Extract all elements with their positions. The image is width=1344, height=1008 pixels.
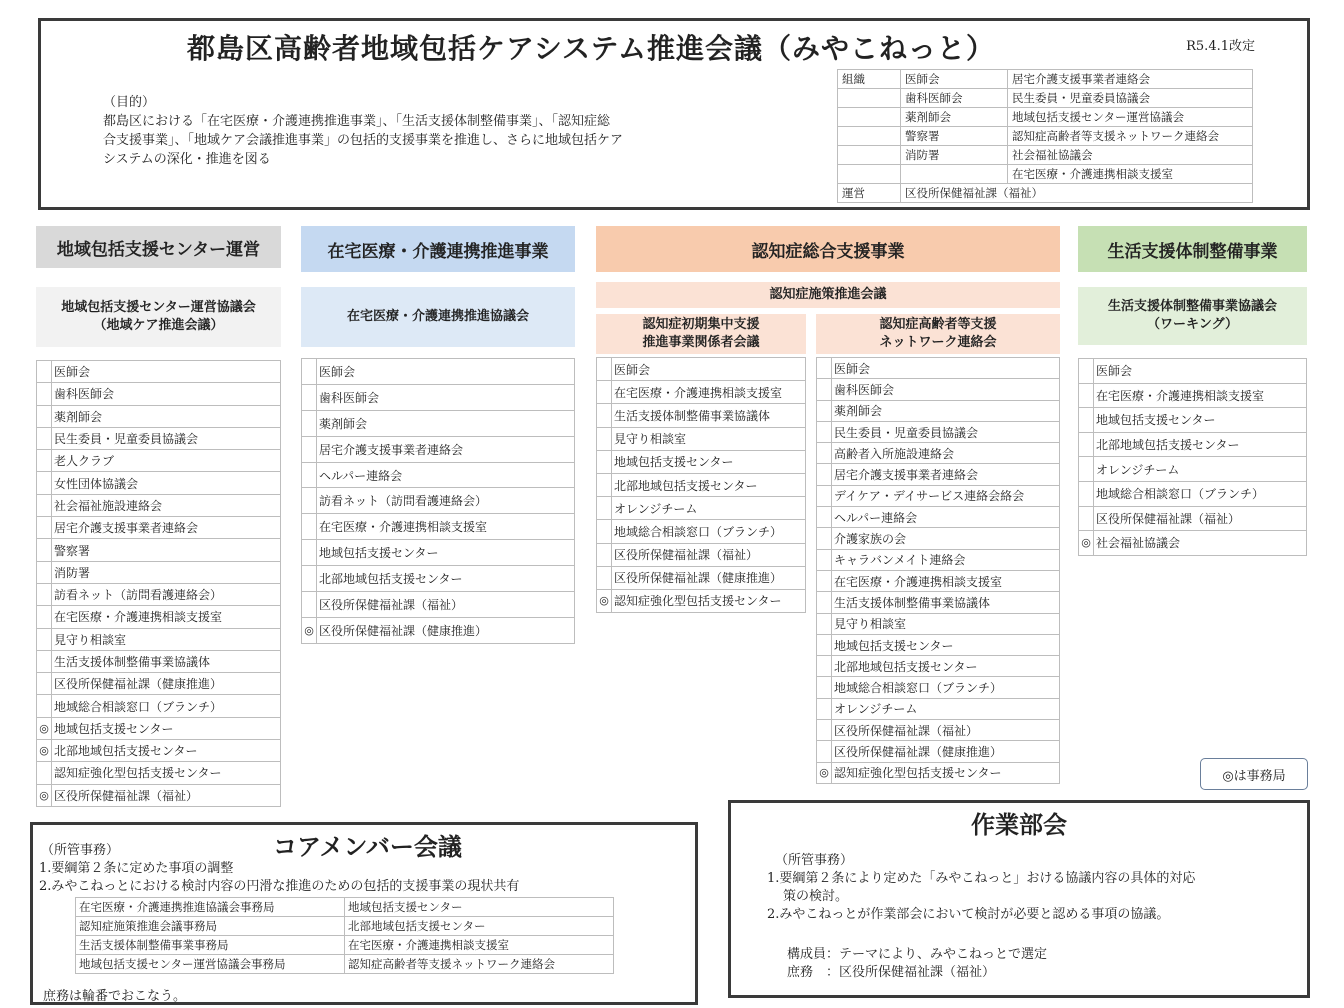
page-title: 都島区高齢者地域包括ケアシステム推進会議（みやこねっと） xyxy=(186,32,996,65)
table-row xyxy=(76,917,614,936)
member-row xyxy=(597,358,806,381)
work-duty-continued: 策の検討。 xyxy=(783,889,849,904)
member-row xyxy=(37,517,281,539)
core-cell: 北部地域包括支援センター xyxy=(345,917,614,936)
member-row xyxy=(1079,481,1307,506)
member-name: 見守り相談室 xyxy=(612,427,806,450)
member-name: 医師会 xyxy=(1094,359,1307,384)
member-row xyxy=(817,358,1060,379)
org-row xyxy=(838,146,1253,165)
organization-table xyxy=(837,69,1253,203)
member-row xyxy=(817,570,1060,591)
member-name: 北部地域包括支援センター xyxy=(832,656,1060,677)
member-name: 在宅医療・介護連携相談支援室 xyxy=(52,606,281,628)
secretariat-mark xyxy=(597,404,612,427)
table-row xyxy=(76,898,614,917)
core-member-table xyxy=(75,897,614,974)
org-cell xyxy=(901,165,1008,184)
member-name: オレンジチーム xyxy=(612,497,806,520)
secretariat-mark xyxy=(302,436,317,462)
secretariat-mark xyxy=(597,450,612,473)
member-row xyxy=(37,583,281,605)
member-row xyxy=(302,384,575,410)
member-name: 高齢者入所施設連絡会 xyxy=(832,443,1060,464)
member-name: オレンジチーム xyxy=(1094,457,1307,482)
member-row xyxy=(817,379,1060,400)
secretariat-mark: ◎ xyxy=(37,740,52,762)
secretariat-mark xyxy=(597,473,612,496)
member-name: 社会福祉施設連絡会 xyxy=(52,494,281,516)
member-row xyxy=(37,472,281,494)
revision-label: R5.4.1改定 xyxy=(1186,39,1255,54)
member-row xyxy=(37,650,281,672)
secretariat-mark: ◎ xyxy=(817,762,832,783)
member-row xyxy=(37,784,281,806)
secretariat-mark xyxy=(302,514,317,540)
member-name: 消防署 xyxy=(52,561,281,583)
secretariat-mark xyxy=(302,410,317,436)
org-row xyxy=(838,127,1253,146)
secretariat-mark xyxy=(1079,506,1094,531)
member-name: 地域総合相談窓口（ブランチ） xyxy=(1094,481,1307,506)
member-row xyxy=(1079,506,1307,531)
member-row xyxy=(37,606,281,628)
secretariat-mark xyxy=(302,359,317,385)
secretariat-mark xyxy=(37,405,52,427)
member-row xyxy=(597,450,806,473)
member-name: 区役所保健福祉課（健康推進） xyxy=(317,617,575,643)
col3b-subcouncil: 認知症高齢者等支援 ネットワーク連絡会 xyxy=(816,314,1060,354)
member-name: 北部地域包括支援センター xyxy=(612,473,806,496)
member-row xyxy=(597,473,806,496)
purpose-line: 都島区における「在宅医療・介護連携推進事業」、「生活支援体制整備事業」、「認知症総 xyxy=(103,114,611,129)
member-name: 認知症強化型包括支援センター xyxy=(832,762,1060,783)
org-row xyxy=(838,89,1253,108)
member-row xyxy=(817,485,1060,506)
org-row xyxy=(838,184,1253,203)
member-row xyxy=(37,740,281,762)
member-name: 生活支援体制整備事業協議体 xyxy=(612,404,806,427)
secretariat-mark xyxy=(37,539,52,561)
member-name: 区役所保健福祉課（健康推進） xyxy=(832,741,1060,762)
col1-member-table xyxy=(36,360,281,807)
member-row xyxy=(817,443,1060,464)
member-name: ヘルパー連絡会 xyxy=(832,507,1060,528)
member-name: 北部地域包括支援センター xyxy=(52,740,281,762)
member-row xyxy=(817,549,1060,570)
member-name: 北部地域包括支援センター xyxy=(317,566,575,592)
member-row xyxy=(597,543,806,566)
secretariat-mark xyxy=(302,462,317,488)
col1-heading: 地域包括支援センター運営 xyxy=(36,226,281,268)
member-row xyxy=(597,520,806,543)
col2-member-table xyxy=(301,358,575,644)
secretariat-mark xyxy=(37,517,52,539)
org-cell: 認知症高齢者等支援ネットワーク連絡会 xyxy=(1008,127,1253,146)
member-row xyxy=(1079,531,1307,556)
org-cell: 歯科医師会 xyxy=(901,89,1008,108)
member-name: 区役所保健福祉課（福祉） xyxy=(317,592,575,618)
secretariat-mark xyxy=(817,741,832,762)
member-row xyxy=(597,404,806,427)
core-cell: 地域包括支援センター xyxy=(345,898,614,917)
secretariat-mark xyxy=(597,543,612,566)
secretariat-mark xyxy=(37,628,52,650)
member-row xyxy=(37,361,281,383)
secretariat-mark xyxy=(37,561,52,583)
table-row xyxy=(76,955,614,974)
member-name: 区役所保健福祉課（健康推進） xyxy=(612,566,806,589)
work-secretariat: 庶務 ：区役所保健福祉課（福祉） xyxy=(787,965,996,980)
work-title: 作業部会 xyxy=(971,811,1067,839)
secretariat-mark xyxy=(817,592,832,613)
member-row xyxy=(37,427,281,449)
core-cell: 地域包括支援センター運営協議会事務局 xyxy=(76,955,345,974)
secretariat-mark xyxy=(597,381,612,404)
secretariat-mark xyxy=(302,592,317,618)
secretariat-mark xyxy=(37,695,52,717)
purpose-label: （目的） xyxy=(103,95,156,110)
member-row xyxy=(597,589,806,612)
secretariat-mark xyxy=(1079,359,1094,384)
member-row xyxy=(37,405,281,427)
secretariat-mark xyxy=(37,762,52,784)
org-cell xyxy=(838,108,901,127)
secretariat-mark xyxy=(37,383,52,405)
secretariat-mark xyxy=(817,677,832,698)
core-cell: 認知症高齢者等支援ネットワーク連絡会 xyxy=(345,955,614,974)
member-name: 歯科医師会 xyxy=(832,379,1060,400)
col2-heading: 在宅医療・介護連携推進事業 xyxy=(301,226,575,272)
member-row xyxy=(37,383,281,405)
secretariat-mark xyxy=(1079,481,1094,506)
secretariat-mark xyxy=(37,673,52,695)
org-cell: 民生委員・児童委員協議会 xyxy=(1008,89,1253,108)
secretariat-mark: ◎ xyxy=(302,617,317,643)
secretariat-mark xyxy=(37,583,52,605)
secretariat-mark xyxy=(302,488,317,514)
org-cell: 区役所保健福祉課（福祉） xyxy=(901,184,1253,203)
secretariat-mark xyxy=(302,566,317,592)
core-cell: 生活支援体制整備事業事務局 xyxy=(76,936,345,955)
member-name: 薬剤師会 xyxy=(52,405,281,427)
member-name: 見守り相談室 xyxy=(52,628,281,650)
member-name: 訪看ネット（訪問看護連絡会） xyxy=(52,583,281,605)
member-row xyxy=(1079,432,1307,457)
member-name: 区役所保健福祉課（健康推進） xyxy=(52,673,281,695)
org-cell xyxy=(838,127,901,146)
member-row xyxy=(597,566,806,589)
purpose-text xyxy=(103,93,743,169)
secretariat-mark xyxy=(37,472,52,494)
secretariat-mark xyxy=(1079,432,1094,457)
org-cell: 社会福祉協議会 xyxy=(1008,146,1253,165)
org-cell: 消防署 xyxy=(901,146,1008,165)
col3b-member-table xyxy=(816,357,1060,784)
core-duty: 2.みやこねっとにおける検討内容の円滑な推進のための包括的支援事業の現状共有 xyxy=(39,879,520,894)
org-cell: 警察署 xyxy=(901,127,1008,146)
member-row xyxy=(37,762,281,784)
member-name: 介護家族の会 xyxy=(832,528,1060,549)
secretariat-mark xyxy=(817,698,832,719)
org-row xyxy=(838,165,1253,184)
secretariat-mark xyxy=(1079,408,1094,433)
secretariat-mark xyxy=(817,507,832,528)
col1-council: 地域包括支援センター運営協議会 （地域ケア推進会議） xyxy=(36,287,281,347)
secretariat-mark xyxy=(817,485,832,506)
member-name: 地域包括支援センター xyxy=(612,450,806,473)
secretariat-mark xyxy=(817,421,832,442)
member-name: 老人クラブ xyxy=(52,450,281,472)
member-row xyxy=(817,507,1060,528)
secretariat-mark xyxy=(817,400,832,421)
secretariat-mark xyxy=(37,494,52,516)
member-row xyxy=(302,359,575,385)
org-cell: 薬剤師会 xyxy=(901,108,1008,127)
member-row xyxy=(817,528,1060,549)
member-row xyxy=(302,410,575,436)
secretariat-mark xyxy=(817,358,832,379)
secretariat-mark xyxy=(817,656,832,677)
working-group-panel xyxy=(728,800,1310,998)
member-name: 居宅介護支援事業者連絡会 xyxy=(317,436,575,462)
secretariat-mark xyxy=(37,361,52,383)
work-members: 構成員：テーマにより、みやこねっとで選定 xyxy=(787,947,1048,962)
member-row xyxy=(302,592,575,618)
secretariat-mark xyxy=(302,540,317,566)
secretariat-mark: ◎ xyxy=(37,784,52,806)
secretariat-mark xyxy=(817,570,832,591)
member-name: 区役所保健福祉課（福祉） xyxy=(612,543,806,566)
member-name: 地域総合相談窓口（ブランチ） xyxy=(832,677,1060,698)
member-name: 在宅医療・介護連携相談支援室 xyxy=(1094,383,1307,408)
core-cell: 在宅医療・介護連携相談支援室 xyxy=(345,936,614,955)
member-name: 医師会 xyxy=(52,361,281,383)
member-name: デイケア・デイサービス連絡会絡会 xyxy=(832,485,1060,506)
member-row xyxy=(817,592,1060,613)
member-row xyxy=(1079,408,1307,433)
member-row xyxy=(302,488,575,514)
member-row xyxy=(37,450,281,472)
org-cell: 運営 xyxy=(838,184,901,203)
col2-council: 在宅医療・介護連携推進協議会 xyxy=(301,287,575,347)
secretariat-mark xyxy=(817,528,832,549)
member-row xyxy=(37,628,281,650)
member-row xyxy=(597,497,806,520)
member-row xyxy=(1079,359,1307,384)
core-note: 庶務は輪番でおこなう。 xyxy=(43,989,187,1004)
col4-heading: 生活支援体制整備事業 xyxy=(1078,226,1307,272)
core-cell: 認知症施策推進会議事務局 xyxy=(76,917,345,936)
member-row xyxy=(37,673,281,695)
org-cell: 在宅医療・介護連携相談支援室 xyxy=(1008,165,1253,184)
secretariat-mark xyxy=(1079,457,1094,482)
secretariat-mark xyxy=(597,520,612,543)
member-name: 在宅医療・介護連携相談支援室 xyxy=(612,381,806,404)
member-name: キャラバンメイト連絡会 xyxy=(832,549,1060,570)
member-row xyxy=(37,539,281,561)
core-title: コアメンバー会議 xyxy=(273,833,462,861)
secretariat-mark xyxy=(817,379,832,400)
member-name: 歯科医師会 xyxy=(52,383,281,405)
secretariat-mark: ◎ xyxy=(597,589,612,612)
member-row xyxy=(302,436,575,462)
member-name: 在宅医療・介護連携相談支援室 xyxy=(832,570,1060,591)
org-cell: 居宅介護支援事業者連絡会 xyxy=(1008,70,1253,89)
member-row xyxy=(302,514,575,540)
member-name: 居宅介護支援事業者連絡会 xyxy=(52,517,281,539)
member-name: オレンジチーム xyxy=(832,698,1060,719)
secretariat-mark xyxy=(817,464,832,485)
member-row xyxy=(37,561,281,583)
table-row xyxy=(76,936,614,955)
work-duty: 2.みやこねっとが作業部会において検討が必要と認める事項の協議。 xyxy=(767,907,1170,922)
org-cell xyxy=(838,89,901,108)
work-duties-label: （所管事務） xyxy=(775,853,854,868)
org-cell: 医師会 xyxy=(901,70,1008,89)
member-row xyxy=(597,381,806,404)
purpose-line: 合支援事業」、「地域ケア会議推進事業」の包括的支援事業を推進し、さらに地域包括ケア xyxy=(103,133,624,148)
org-cell: 地域包括支援センター運営協議会 xyxy=(1008,108,1253,127)
member-row xyxy=(37,717,281,739)
secretariat-mark xyxy=(37,650,52,672)
member-row xyxy=(1079,457,1307,482)
member-row xyxy=(817,400,1060,421)
header-panel xyxy=(38,18,1310,210)
core-cell: 在宅医療・介護連携推進協議会事務局 xyxy=(76,898,345,917)
member-name: 薬剤師会 xyxy=(832,400,1060,421)
org-row xyxy=(838,70,1253,89)
member-name: 居宅介護支援事業者連絡会 xyxy=(832,464,1060,485)
col4-council: 生活支援体制整備事業協議会 （ワーキング） xyxy=(1078,287,1307,345)
member-row xyxy=(37,695,281,717)
secretariat-mark xyxy=(37,427,52,449)
member-row xyxy=(302,462,575,488)
member-row xyxy=(817,720,1060,741)
member-row xyxy=(817,421,1060,442)
member-name: 社会福祉協議会 xyxy=(1094,531,1307,556)
member-name: 地域包括支援センター xyxy=(52,717,281,739)
member-name: 民生委員・児童委員協議会 xyxy=(52,427,281,449)
secretariat-mark xyxy=(1079,383,1094,408)
member-name: 生活支援体制整備事業協議体 xyxy=(832,592,1060,613)
org-cell xyxy=(838,146,901,165)
member-row xyxy=(302,566,575,592)
member-row xyxy=(817,762,1060,783)
legend-secretariat: ◎は事務局 xyxy=(1200,758,1308,790)
member-name: 医師会 xyxy=(317,359,575,385)
member-row xyxy=(37,494,281,516)
secretariat-mark xyxy=(817,720,832,741)
member-row xyxy=(302,617,575,643)
member-row xyxy=(817,698,1060,719)
col3a-subcouncil: 認知症初期集中支援 推進事業関係者会議 xyxy=(596,314,806,354)
member-name: 認知症強化型包括支援センター xyxy=(52,762,281,784)
member-name: 区役所保健福祉課（福祉） xyxy=(1094,506,1307,531)
member-row xyxy=(302,540,575,566)
member-name: 生活支援体制整備事業協議体 xyxy=(52,650,281,672)
member-name: 薬剤師会 xyxy=(317,410,575,436)
col3a-member-table xyxy=(596,357,806,613)
secretariat-mark xyxy=(817,634,832,655)
member-row xyxy=(1079,383,1307,408)
member-row xyxy=(817,677,1060,698)
member-row xyxy=(817,613,1060,634)
member-name: 民生委員・児童委員協議会 xyxy=(832,421,1060,442)
secretariat-mark xyxy=(597,358,612,381)
member-name: 地域総合相談窓口（ブランチ） xyxy=(612,520,806,543)
core-meeting-panel xyxy=(30,822,698,1005)
member-name: 訪看ネット（訪問看護連絡会） xyxy=(317,488,575,514)
secretariat-mark: ◎ xyxy=(1079,531,1094,556)
secretariat-mark xyxy=(37,450,52,472)
member-name: 女性団体協議会 xyxy=(52,472,281,494)
member-name: 医師会 xyxy=(612,358,806,381)
core-duty: 1.要綱第２条に定めた事項の調整 xyxy=(39,861,234,876)
col3-council: 認知症施策推進会議 xyxy=(596,282,1060,308)
member-name: 地域包括支援センター xyxy=(832,634,1060,655)
member-name: 地域包括支援センター xyxy=(317,540,575,566)
secretariat-mark xyxy=(817,613,832,634)
member-name: 地域包括支援センター xyxy=(1094,408,1307,433)
member-row xyxy=(817,464,1060,485)
core-duties-label: （所管事務） xyxy=(41,843,120,858)
member-row xyxy=(817,656,1060,677)
member-name: 警察署 xyxy=(52,539,281,561)
secretariat-mark xyxy=(597,566,612,589)
member-name: 区役所保健福祉課（福祉） xyxy=(52,784,281,806)
secretariat-mark xyxy=(817,549,832,570)
member-name: ヘルパー連絡会 xyxy=(317,462,575,488)
secretariat-mark xyxy=(37,606,52,628)
col4-member-table xyxy=(1078,358,1307,556)
work-duty: 1.要綱第２条により定めた「みやこねっと」おける協議内容の具体的対応 xyxy=(767,871,1196,886)
secretariat-mark xyxy=(817,443,832,464)
member-name: 地域総合相談窓口（ブランチ） xyxy=(52,695,281,717)
member-name: 在宅医療・介護連携相談支援室 xyxy=(317,514,575,540)
org-cell xyxy=(838,165,901,184)
purpose-line: システムの深化・推進を図る xyxy=(103,152,271,167)
org-row xyxy=(838,108,1253,127)
member-name: 医師会 xyxy=(832,358,1060,379)
member-name: 認知症強化型包括支援センター xyxy=(612,589,806,612)
col3-heading: 認知症総合支援事業 xyxy=(596,226,1060,272)
member-row xyxy=(817,741,1060,762)
member-name: 見守り相談室 xyxy=(832,613,1060,634)
member-row xyxy=(597,427,806,450)
secretariat-mark xyxy=(597,427,612,450)
secretariat-mark xyxy=(597,497,612,520)
member-name: 歯科医師会 xyxy=(317,384,575,410)
member-name: 北部地域包括支援センター xyxy=(1094,432,1307,457)
secretariat-mark xyxy=(302,384,317,410)
secretariat-mark: ◎ xyxy=(37,717,52,739)
member-row xyxy=(817,634,1060,655)
org-cell: 組織 xyxy=(838,70,901,89)
member-name: 区役所保健福祉課（福祉） xyxy=(832,720,1060,741)
